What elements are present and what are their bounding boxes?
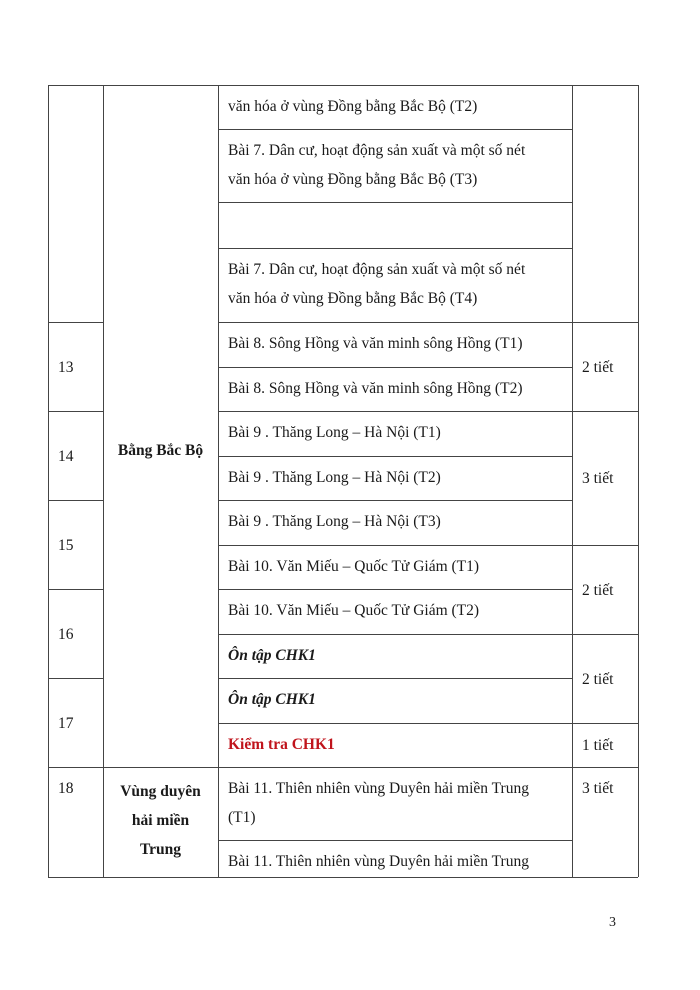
lesson-cell (218, 847, 572, 876)
lesson-cell (218, 463, 572, 492)
cell-text-line: Bài 10. Văn Miếu – Quốc Tử Giám (T1) (228, 558, 480, 575)
lesson-cell (218, 685, 572, 714)
duration-cell: 2 tiết (582, 670, 614, 688)
lesson-cell (218, 730, 572, 759)
cell-text-line: văn hóa ở vùng Đồng bằng Bắc Bộ (T2) (228, 98, 478, 115)
duration-cell: 1 tiết (582, 737, 614, 754)
duration-cell: 3 tiết (582, 470, 614, 487)
cell-text-line: Bài 9 . Thăng Long – Hà Nội (T2) (228, 469, 441, 486)
duration-cell: 3 tiết (582, 780, 614, 797)
duration-cell: 2 tiết (582, 358, 614, 376)
lesson-cell (218, 92, 572, 121)
topic-cell (103, 436, 218, 465)
week-number: 18 (58, 780, 74, 797)
cell-text-line: Bài 10. Văn Miếu – Quốc Tử Giám (T2) (228, 602, 480, 619)
lesson-cell (218, 255, 572, 313)
cell-text-line: (T1) (228, 809, 256, 826)
cell-text-line: Bài 11. Thiên nhiên vùng Duyên hải miền Trung (228, 853, 529, 870)
week-number: 14 (58, 447, 74, 465)
cell-text-line: văn hóa ở vùng Đồng bằng Bắc Bộ (T4) (228, 290, 478, 307)
cell-text-line: Bài 7. Dân cư, hoạt động sản xuất và một số nét (228, 142, 526, 159)
lesson-cell (218, 329, 572, 358)
lesson-cell (218, 552, 572, 581)
week-number: 17 (58, 714, 74, 732)
cell-text-line: Ôn tập CHK1 (228, 691, 316, 708)
cell-text-line: Ôn tập CHK1 (228, 647, 316, 664)
cell-text-line: Trung (139, 841, 182, 858)
cell-text-line: Bài 8. Sông Hồng và văn minh sông Hồng (T2) (228, 380, 523, 397)
cell-text-line: Kiểm tra CHK1 (228, 736, 335, 753)
topic-cell (103, 777, 218, 864)
cell-text-line: hải miền (131, 812, 190, 829)
week-number: 16 (58, 625, 74, 643)
lesson-cell (218, 596, 572, 625)
lesson-cell (218, 136, 572, 194)
page-number: 3 (609, 915, 616, 930)
cell-text-line: văn hóa ở vùng Đồng bằng Bắc Bộ (T3) (228, 171, 478, 188)
week-number: 15 (58, 536, 74, 554)
cell-text-line: Bằng Bắc Bộ (117, 442, 204, 459)
lesson-cell (218, 507, 572, 536)
cell-text-line: Vùng duyên (120, 783, 201, 800)
cell-text-line: Bài 8. Sông Hồng và văn minh sông Hồng (T1) (228, 335, 523, 352)
lesson-cell (218, 418, 572, 447)
cell-text-line: Bài 9 . Thăng Long – Hà Nội (T1) (228, 424, 441, 441)
lesson-cell (218, 774, 572, 832)
cell-text-line: Bài 9 . Thăng Long – Hà Nội (T3) (228, 513, 441, 530)
lesson-cell (218, 374, 572, 403)
cell-text-line: Bài 7. Dân cư, hoạt động sản xuất và một số nét (228, 261, 526, 278)
lesson-cell (218, 641, 572, 670)
week-number: 13 (58, 358, 74, 376)
duration-cell: 2 tiết (582, 581, 614, 599)
cell-text-line: Bài 11. Thiên nhiên vùng Duyên hải miền Trung (228, 780, 529, 797)
